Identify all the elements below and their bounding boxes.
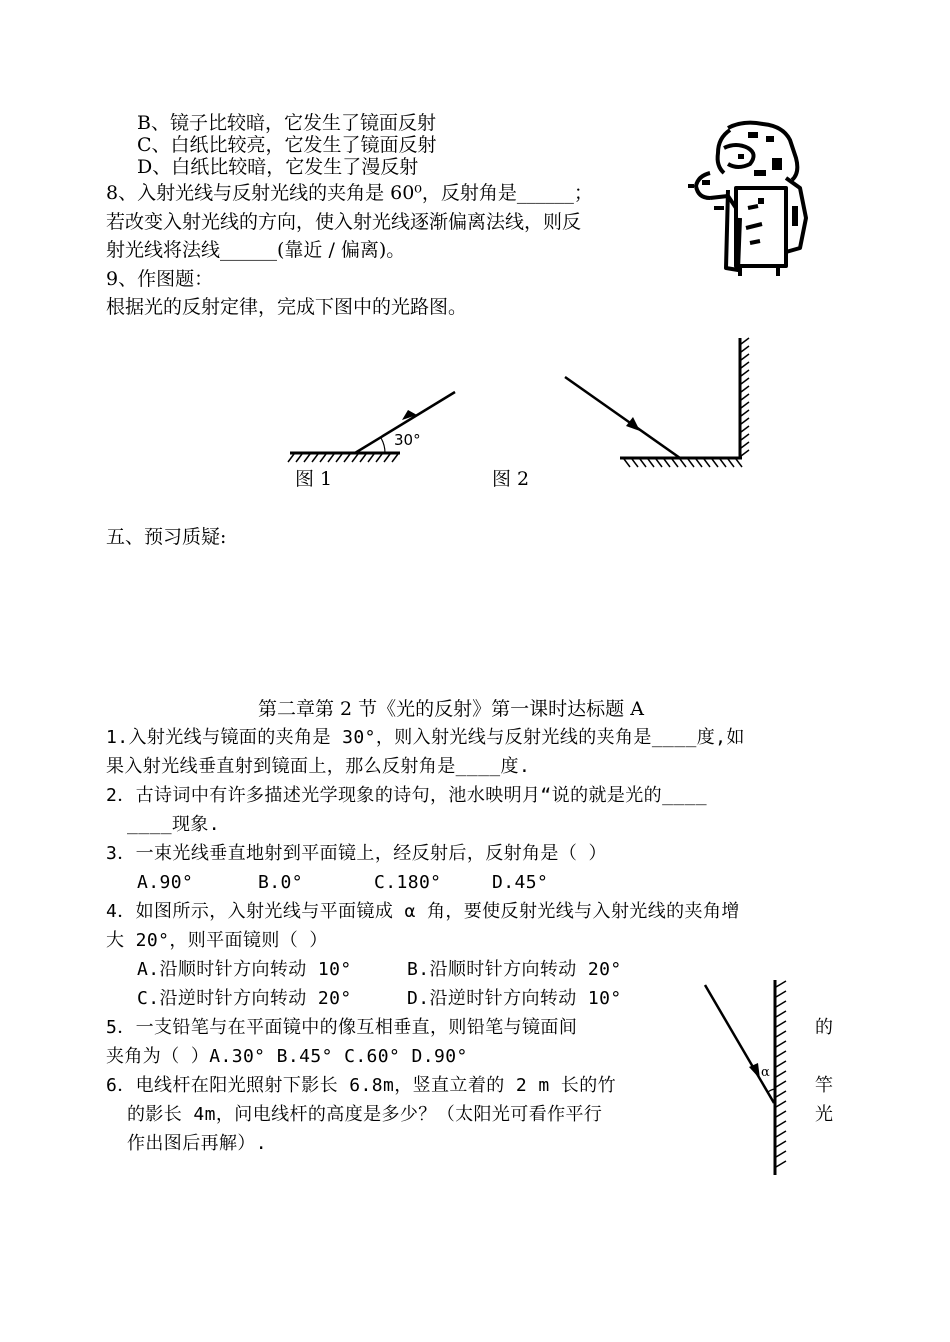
quiz-question-5-line-1: 5．一支铅笔与在平面镜中的像互相垂直，则铅笔与镜面间 (106, 1017, 578, 1038)
quiz-question-2-line-1: 2．古诗词中有许多描述光学现象的诗句，池水映明月“说的就是光的____ (106, 785, 708, 806)
quiz-question-6-line-2: 的影长 4m，问电线杆的高度是多少？（太阳光可看作平行 (127, 1104, 603, 1125)
quiz-question-4-option-d: D.沿逆时针方向转动 10° (407, 988, 622, 1009)
option-b: B、镜子比较暗，它发生了镜面反射 (137, 112, 436, 134)
quiz-question-6-line-1: 6．电线杆在阳光照射下影长 6.8m，竖直立着的 2 m 长的竹 (106, 1075, 617, 1096)
figure-2-horizontal-hatching (624, 459, 742, 467)
quiz-question-5-line-2: 夹角为（ ）A.30° B.45° C.60° D.90° (106, 1046, 468, 1067)
quiz-question-5-line-1-end: 的 (815, 1017, 834, 1038)
figure-1-angle-arc (381, 438, 385, 453)
question-8-line-3: 射光线将法线______(靠近 / 偏离)。 (106, 239, 406, 261)
quiz-question-3-option-c: C.180° (374, 872, 442, 893)
cartoon-person-mirror-illustration (688, 118, 818, 278)
quiz-question-3: 3．一束光线垂直地射到平面镜上，经反射后，反射角是（ ） (106, 843, 607, 864)
quiz-question-4-line-2: 大 20°，则平面镜则（ ） (106, 930, 328, 951)
quiz-question-3-option-a: A.90° (137, 872, 194, 893)
figure-1-mirror-hatching (288, 454, 398, 462)
figure-1-light-ray-diagram (280, 380, 470, 470)
option-d: D、白纸比较暗，它发生了漫反射 (137, 156, 419, 178)
figure-2-arrow-icon (626, 417, 640, 431)
question-9-instruction: 根据光的反射定律，完成下图中的光路图。 (106, 296, 468, 318)
quiz-question-4-option-a: A.沿顺时针方向转动 10° (137, 959, 352, 980)
question-9-title: 9、作图题： (106, 268, 214, 290)
quiz-question-1-line-1: 1.入射光线与镜面的夹角是 30°，则入射光线与反射光线的夹角是____度,如 (106, 727, 745, 748)
quiz-question-3-option-b: B.0° (258, 872, 303, 893)
figure-1-angle-label: 30° (394, 431, 421, 449)
figure-2-caption: 图 2 (492, 468, 530, 490)
quiz-question-4-option-c: C.沿逆时针方向转动 20° (137, 988, 352, 1009)
option-c: C、白纸比较亮，它发生了镜面反射 (137, 134, 437, 156)
quiz-question-6-line-2-end: 光 (815, 1104, 834, 1125)
quiz-question-3-option-d: D.45° (492, 872, 549, 893)
quiz-mirror-angle-figure (700, 975, 800, 1180)
quiz-figure-light-ray (705, 985, 774, 1103)
quiz-figure-hatching (776, 981, 786, 1167)
quiz-question-6-line-3: 作出图后再解）. (127, 1133, 268, 1154)
quiz-question-6-line-1-end: 竿 (815, 1075, 834, 1096)
quiz-question-4-option-b: B.沿顺时针方向转动 20° (407, 959, 622, 980)
figure-2-light-ray (565, 377, 680, 458)
figure-2-light-ray-diagram (560, 330, 770, 470)
question-8-line-1: 8、入射光线与反射光线的夹角是 60⁰，反射角是______； (106, 182, 593, 204)
figure-2-vertical-hatching (741, 338, 749, 456)
quiz-question-1-line-2: 果入射光线垂直射到镜面上，那么反射角是____度. (106, 756, 531, 777)
quiz-question-4-line-1: 4．如图所示，入射光线与平面镜成 α 角，要使反射光线与入射光线的夹角增 (106, 901, 740, 922)
quiz-figure-alpha-label: α (761, 1065, 770, 1080)
figure-1-caption: 图 1 (295, 468, 333, 490)
question-8-line-2: 若改变入射光线的方向，使入射光线逐渐偏离法线，则反 (106, 211, 582, 233)
section-5-heading: 五、预习质疑: (106, 526, 227, 548)
quiz-title: 第二章第 2 节《光的反射》第一课时达标题 A (258, 698, 644, 720)
quiz-question-2-line-2: ____现象. (127, 814, 220, 835)
